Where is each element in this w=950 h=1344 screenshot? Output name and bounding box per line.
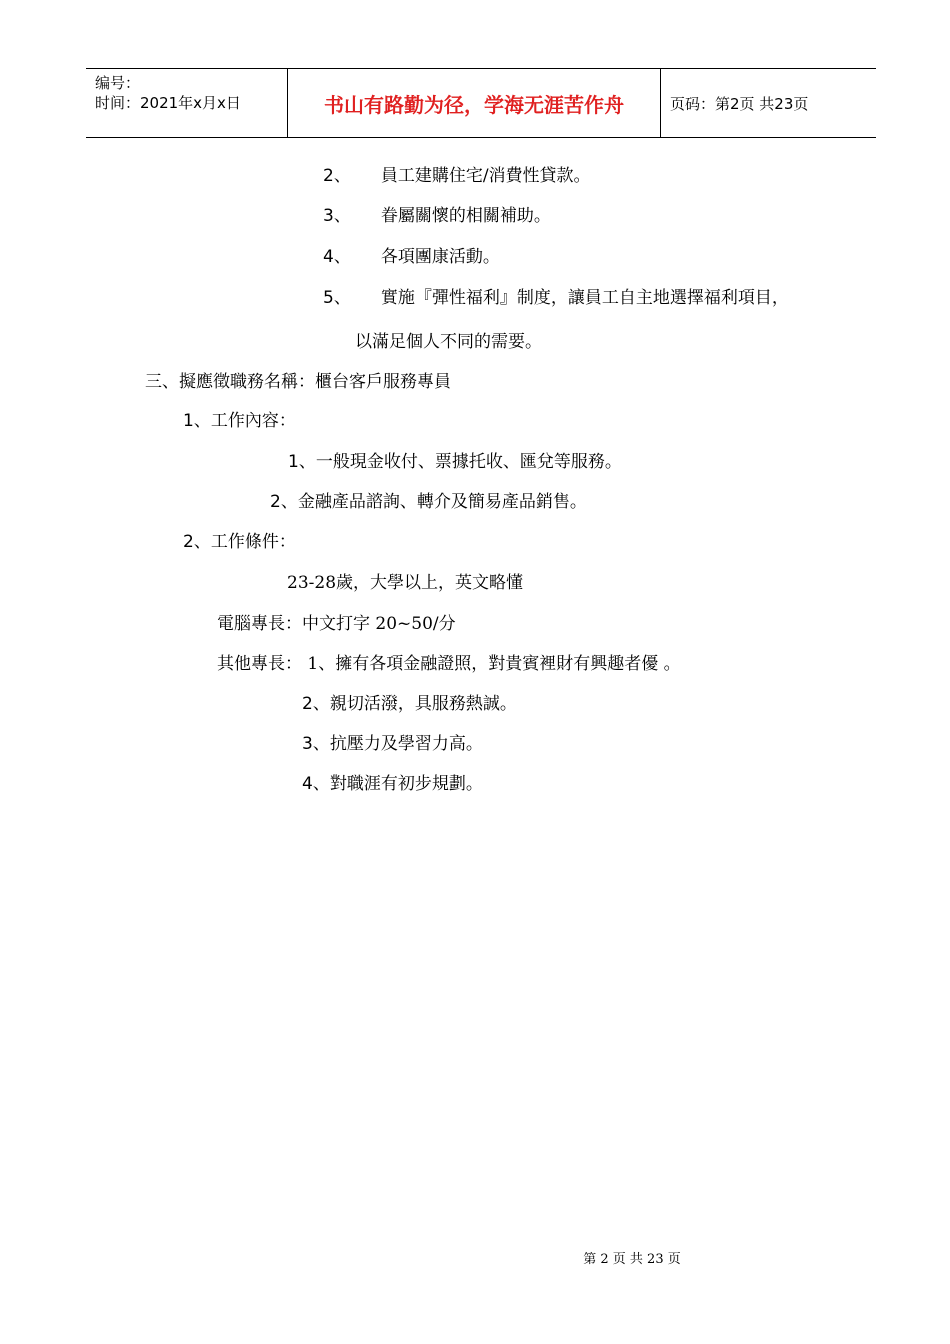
work-content-item-2: [270, 491, 587, 513]
list-item-3: [323, 205, 551, 227]
other-skill-2: [302, 693, 517, 715]
item-number: 4: [302, 774, 313, 794]
other-skill-3: [302, 733, 483, 755]
list-item-number: 2、: [323, 166, 351, 186]
condition-other-skills: 其他專長： 1、擁有各項金融證照，對貴賓裡財有興趣者優 。: [217, 654, 681, 674]
item-number: 1: [288, 452, 299, 472]
list-item-4: [323, 246, 500, 268]
item-text: 、親切活潑，具服務熱誠。: [312, 694, 517, 714]
header-motto-cell: [288, 69, 661, 137]
heading-label: 、工作內容：: [193, 411, 296, 431]
list-item-5: [323, 287, 789, 309]
item-number: 2: [270, 492, 281, 512]
list-item-number: 3、: [323, 206, 351, 226]
list-item-5-continuation: 以滿足個人不同的需要。: [355, 332, 542, 352]
page-info: 页码：第2页 共23页: [670, 94, 809, 113]
list-item-text: 實施『彈性福利』制度，讓員工自主地選擇福利項目，: [380, 288, 789, 308]
list-item-text: 各項團康活動。: [380, 247, 500, 267]
work-content-item-1: [288, 451, 622, 473]
number-label: 编号：: [95, 74, 141, 92]
condition-age-education: 23-28歲，大學以上，英文略懂: [287, 573, 524, 593]
page-footer: 第 2 页 共 23 页: [583, 1252, 681, 1267]
header-page-cell: [661, 69, 876, 137]
work-content-heading: [183, 410, 296, 432]
list-item-text: 眷屬關懷的相關補助。: [380, 206, 551, 226]
item-text: 、金融產品諮詢、轉介及簡易產品銷售。: [280, 492, 587, 512]
heading-label: 、工作條件：: [193, 532, 296, 552]
section-3-title: 三、擬應徵職務名稱：櫃台客戶服務專員: [145, 372, 451, 392]
item-number: 2: [302, 694, 313, 714]
date-label: 时间：2021年x月x日: [95, 94, 241, 112]
list-item-number: 5、: [323, 288, 351, 308]
heading-number: 2: [183, 532, 194, 552]
motto-text: 书山有路勤为径，学海无涯苦作舟: [324, 92, 624, 117]
header-left-cell: [86, 69, 288, 137]
heading-number: 1: [183, 411, 194, 431]
list-item-2: [323, 165, 591, 187]
item-number: 3: [302, 734, 313, 754]
list-item-number: 4、: [323, 247, 351, 267]
work-conditions-heading: [183, 531, 296, 553]
document-header: [86, 68, 876, 138]
condition-computer-skills: 電腦專長：中文打字 20~50/分: [217, 614, 456, 634]
item-text: 、對職涯有初步規劃。: [312, 774, 483, 794]
item-text: 、一般現金收付、票據托收、匯兌等服務。: [298, 452, 622, 472]
item-text: 、抗壓力及學習力高。: [312, 734, 483, 754]
other-skill-4: [302, 773, 483, 795]
list-item-text: 員工建購住宅/消費性貸款。: [380, 166, 591, 186]
